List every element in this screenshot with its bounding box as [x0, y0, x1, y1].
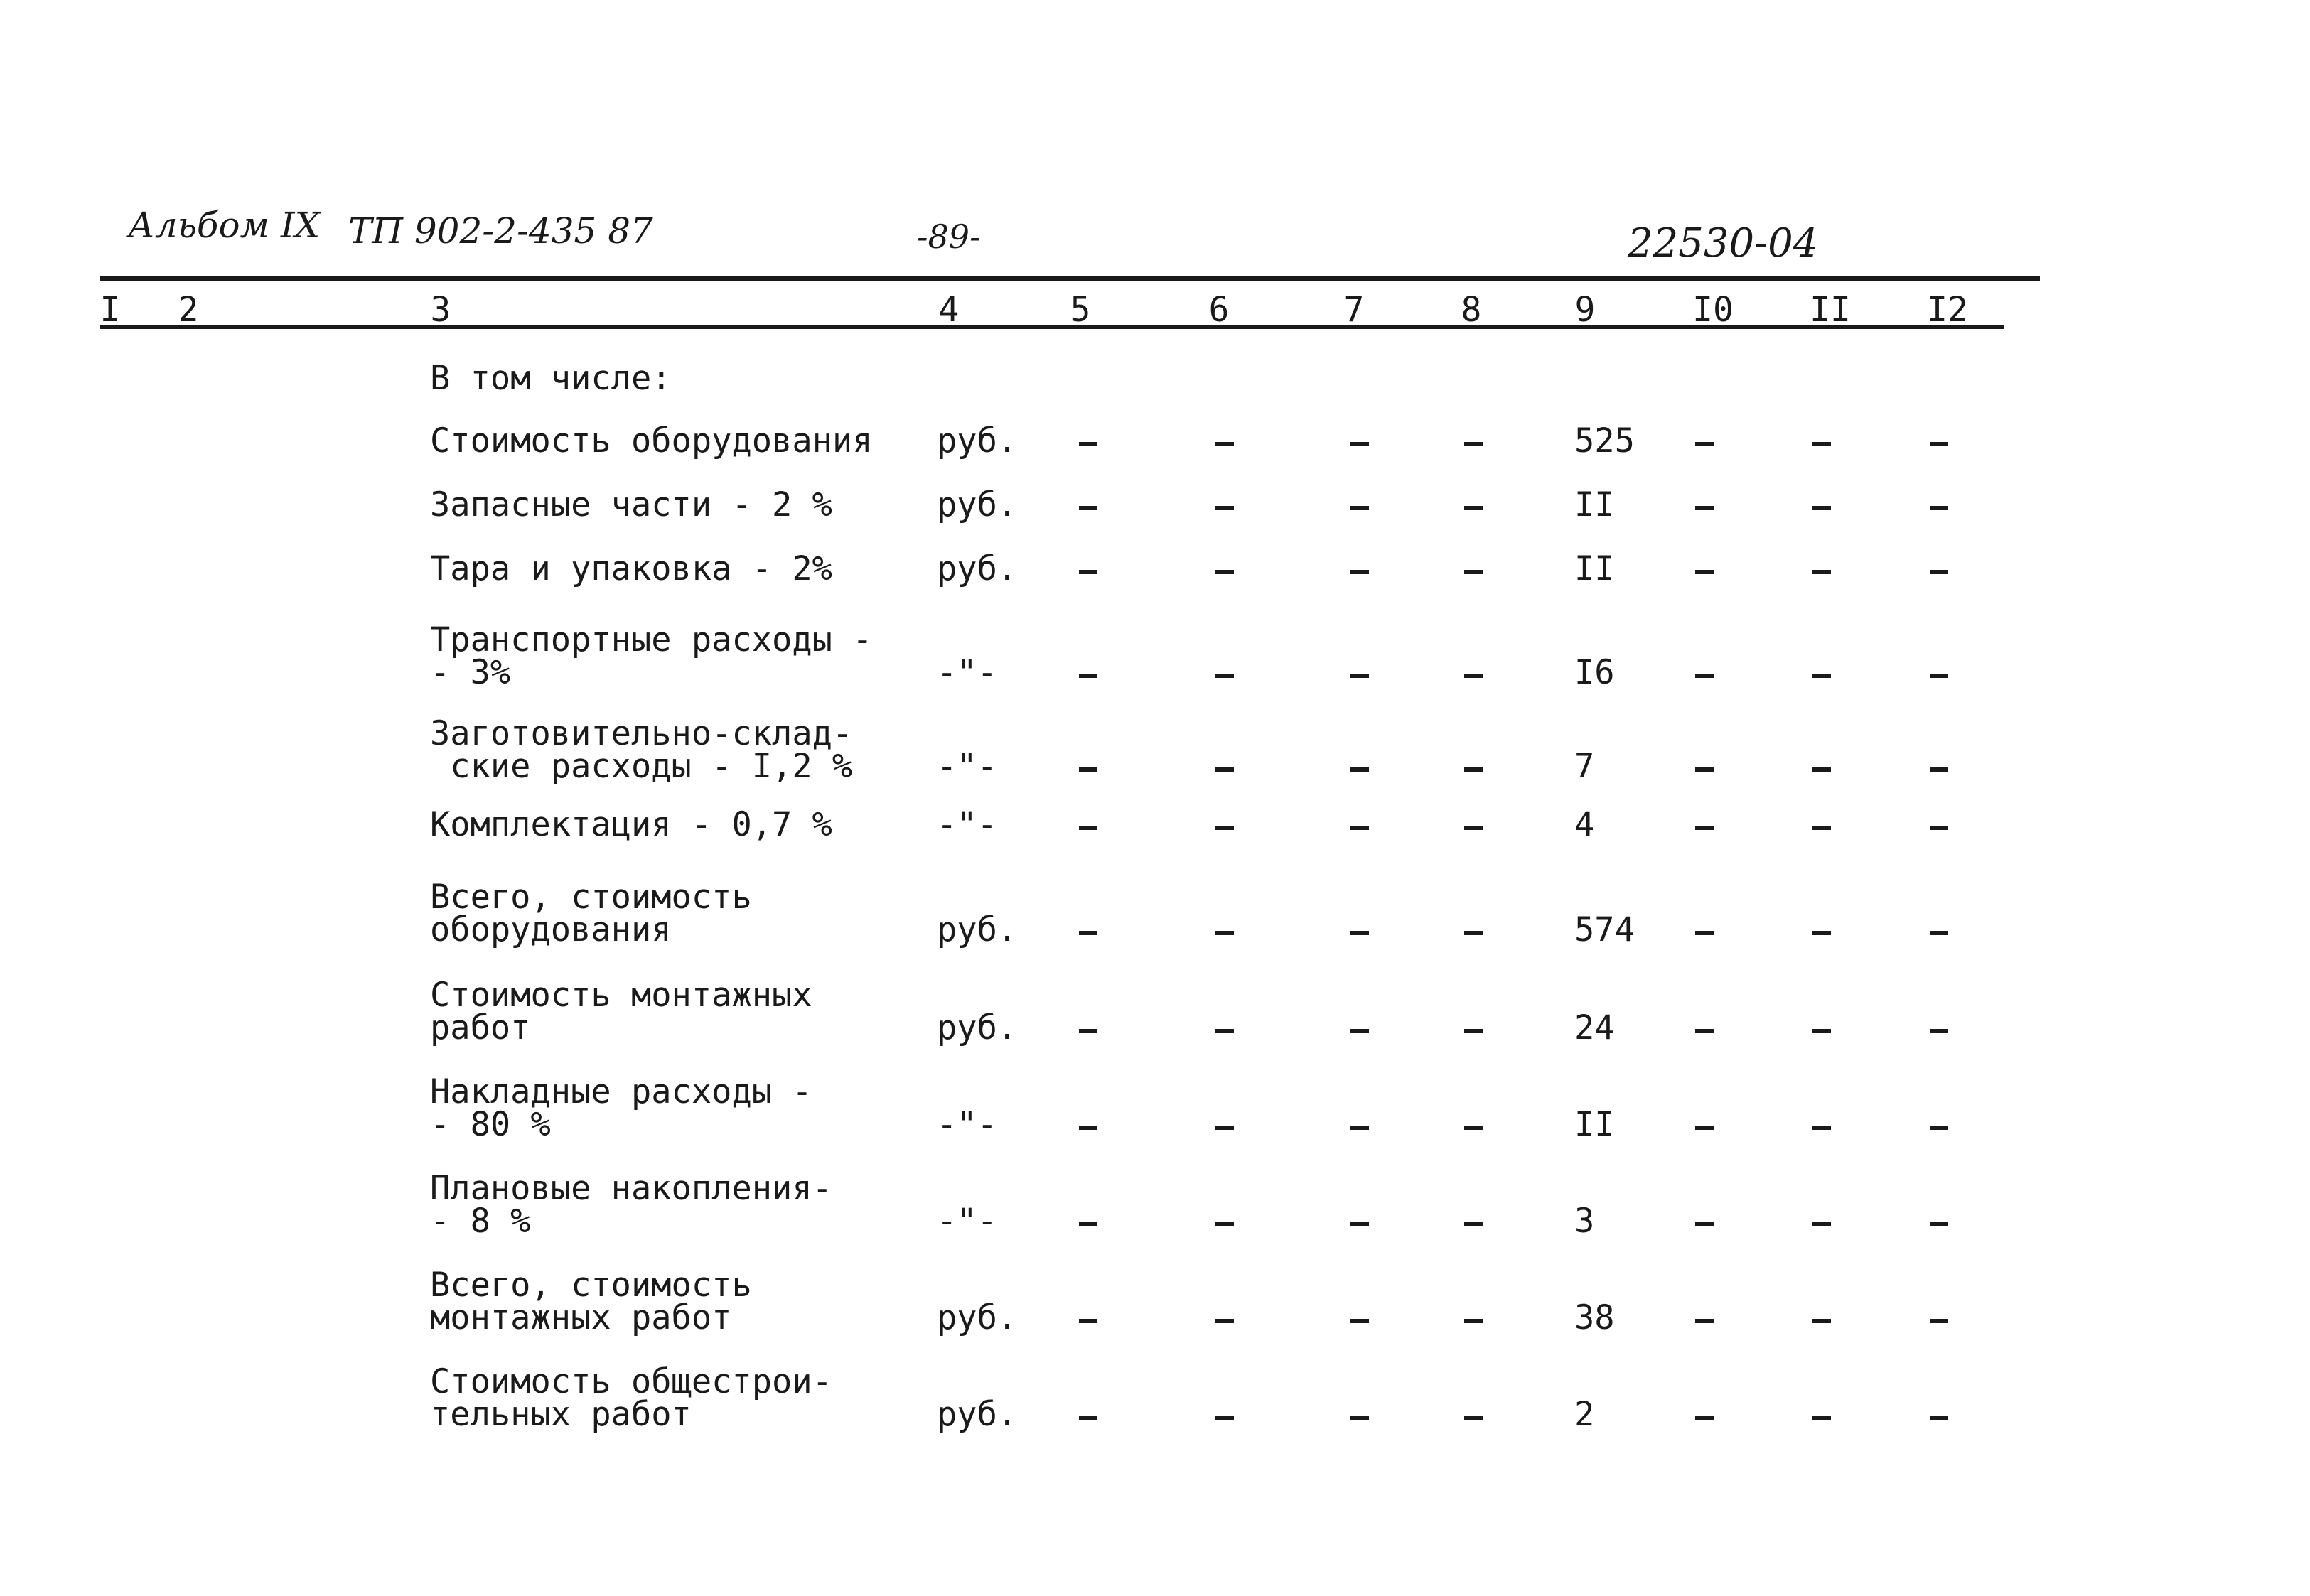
row-description: Плановые накопления- - 8 % — [430, 1169, 832, 1241]
row-description: Запасные части - 2 % — [430, 485, 832, 524]
empty-cell-dash — [1350, 570, 1369, 574]
empty-cell-dash — [1215, 1222, 1234, 1226]
row-unit: руб. — [937, 1395, 1018, 1434]
empty-cell-dash — [1812, 674, 1831, 678]
empty-cell-dash — [1812, 1029, 1831, 1033]
empty-cell-dash — [1695, 442, 1714, 446]
empty-cell-dash — [1079, 931, 1097, 935]
header-rule — [100, 276, 2040, 281]
column-number: II — [1810, 290, 1851, 330]
row-description: Тара и упаковка - 2% — [430, 549, 832, 588]
empty-cell-dash — [1464, 442, 1483, 446]
empty-cell-dash — [1350, 1126, 1369, 1130]
empty-cell-dash — [1464, 1126, 1483, 1130]
column-number: 6 — [1208, 290, 1230, 330]
empty-cell-dash — [1215, 674, 1234, 678]
empty-cell-dash — [1812, 570, 1831, 574]
empty-cell-dash — [1695, 767, 1714, 772]
empty-cell-dash — [1215, 1029, 1234, 1033]
document-number: 22530-04 — [1628, 220, 1819, 266]
empty-cell-dash — [1079, 674, 1097, 678]
empty-cell-dash — [1350, 1222, 1369, 1226]
empty-cell-dash — [1695, 506, 1714, 510]
empty-cell-dash — [1464, 674, 1483, 678]
row-description: Стоимость монтажных работ — [430, 976, 812, 1047]
empty-cell-dash — [1695, 931, 1714, 935]
empty-cell-dash — [1215, 1126, 1234, 1130]
column-number: I0 — [1692, 290, 1734, 330]
empty-cell-dash — [1215, 570, 1234, 574]
empty-cell-dash — [1079, 1222, 1097, 1226]
empty-cell-dash — [1079, 767, 1097, 772]
row-unit: -"- — [937, 1105, 997, 1144]
row-description: Всего, стоимость монтажных работ — [430, 1266, 752, 1337]
empty-cell-dash — [1215, 442, 1234, 446]
row-value-col9: 24 — [1574, 1008, 1615, 1047]
empty-cell-dash — [1464, 1416, 1483, 1420]
empty-cell-dash — [1695, 1416, 1714, 1420]
empty-cell-dash — [1464, 1222, 1483, 1226]
empty-cell-dash — [1812, 1319, 1831, 1323]
empty-cell-dash — [1079, 506, 1097, 510]
row-unit: руб. — [937, 421, 1018, 460]
empty-cell-dash — [1812, 506, 1831, 510]
empty-cell-dash — [1215, 1416, 1234, 1420]
empty-cell-dash — [1079, 1126, 1097, 1130]
row-description: Комплектация - 0,7 % — [430, 805, 832, 844]
row-value-col9: 525 — [1574, 421, 1635, 460]
row-value-col9: 2 — [1574, 1395, 1595, 1434]
empty-cell-dash — [1930, 1319, 1948, 1323]
empty-cell-dash — [1079, 826, 1097, 830]
empty-cell-dash — [1930, 1416, 1948, 1420]
row-value-col9: 574 — [1574, 910, 1635, 949]
row-unit: руб. — [937, 1008, 1018, 1047]
column-number: I — [100, 290, 121, 330]
column-number: I2 — [1927, 290, 1968, 330]
row-value-col9: 4 — [1574, 805, 1595, 844]
empty-cell-dash — [1215, 767, 1234, 772]
empty-cell-dash — [1215, 826, 1234, 830]
empty-cell-dash — [1812, 442, 1831, 446]
empty-cell-dash — [1930, 442, 1948, 446]
empty-cell-dash — [1464, 1029, 1483, 1033]
row-description: Всего, стоимость оборудования — [430, 878, 752, 949]
column-number: 8 — [1461, 290, 1482, 330]
empty-cell-dash — [1215, 1319, 1234, 1323]
row-description: Стоимость общестрои- тельных работ — [430, 1362, 832, 1434]
empty-cell-dash — [1079, 442, 1097, 446]
empty-cell-dash — [1350, 1029, 1369, 1033]
empty-cell-dash — [1812, 931, 1831, 935]
empty-cell-dash — [1695, 1222, 1714, 1226]
empty-cell-dash — [1350, 674, 1369, 678]
empty-cell-dash — [1695, 1319, 1714, 1323]
row-value-col9: 3 — [1574, 1202, 1595, 1241]
empty-cell-dash — [1350, 506, 1369, 510]
empty-cell-dash — [1464, 767, 1483, 772]
row-description: Накладные расходы - - 80 % — [430, 1072, 812, 1144]
column-number: 4 — [938, 290, 960, 330]
empty-cell-dash — [1930, 674, 1948, 678]
row-value-col9: II — [1574, 1105, 1615, 1144]
column-number: 5 — [1070, 290, 1091, 330]
row-description: Транспортные расходы - - 3% — [430, 620, 873, 692]
row-unit: -"- — [937, 653, 997, 692]
album-label: Альбом IX — [128, 205, 321, 246]
empty-cell-dash — [1464, 826, 1483, 830]
empty-cell-dash — [1930, 767, 1948, 772]
empty-cell-dash — [1350, 442, 1369, 446]
empty-cell-dash — [1350, 826, 1369, 830]
empty-cell-dash — [1215, 931, 1234, 935]
empty-cell-dash — [1464, 931, 1483, 935]
row-unit: руб. — [937, 1298, 1018, 1337]
row-value-col9: II — [1574, 485, 1615, 524]
row-unit: -"- — [937, 747, 997, 786]
column-number: 9 — [1574, 290, 1596, 330]
empty-cell-dash — [1812, 1222, 1831, 1226]
empty-cell-dash — [1695, 570, 1714, 574]
column-number: 7 — [1343, 290, 1365, 330]
empty-cell-dash — [1350, 1416, 1369, 1420]
empty-cell-dash — [1350, 931, 1369, 935]
row-value-col9: 38 — [1574, 1298, 1615, 1337]
empty-cell-dash — [1464, 506, 1483, 510]
row-unit: руб. — [937, 910, 1018, 949]
empty-cell-dash — [1930, 1029, 1948, 1033]
empty-cell-dash — [1350, 1319, 1369, 1323]
empty-cell-dash — [1215, 506, 1234, 510]
column-number: 3 — [430, 290, 451, 330]
empty-cell-dash — [1464, 570, 1483, 574]
empty-cell-dash — [1930, 506, 1948, 510]
empty-cell-dash — [1079, 570, 1097, 574]
row-unit: руб. — [937, 549, 1018, 588]
empty-cell-dash — [1812, 767, 1831, 772]
empty-cell-dash — [1079, 1029, 1097, 1033]
row-value-col9: I6 — [1574, 653, 1615, 692]
page-number: -89- — [917, 217, 981, 256]
empty-cell-dash — [1812, 1126, 1831, 1130]
empty-cell-dash — [1350, 767, 1369, 772]
empty-cell-dash — [1695, 674, 1714, 678]
empty-cell-dash — [1930, 1126, 1948, 1130]
empty-cell-dash — [1464, 1319, 1483, 1323]
row-unit: -"- — [937, 1202, 997, 1241]
row-unit: руб. — [937, 485, 1018, 524]
row-description: Заготовительно-склад- ские расходы - I,2 % — [430, 714, 853, 786]
column-number: 2 — [178, 290, 199, 330]
empty-cell-dash — [1812, 1416, 1831, 1420]
row-unit: -"- — [937, 805, 997, 844]
empty-cell-dash — [1930, 931, 1948, 935]
empty-cell-dash — [1930, 1222, 1948, 1226]
row-value-col9: 7 — [1574, 747, 1595, 786]
row-description: В том числе: — [430, 359, 672, 398]
empty-cell-dash — [1695, 826, 1714, 830]
empty-cell-dash — [1930, 826, 1948, 830]
empty-cell-dash — [1812, 826, 1831, 830]
project-code: ТП 902-2-435 87 — [348, 210, 653, 252]
empty-cell-dash — [1079, 1416, 1097, 1420]
empty-cell-dash — [1695, 1029, 1714, 1033]
empty-cell-dash — [1930, 570, 1948, 574]
empty-cell-dash — [1079, 1319, 1097, 1323]
row-value-col9: II — [1574, 549, 1615, 588]
row-description: Стоимость оборудования — [430, 421, 873, 460]
empty-cell-dash — [1695, 1126, 1714, 1130]
